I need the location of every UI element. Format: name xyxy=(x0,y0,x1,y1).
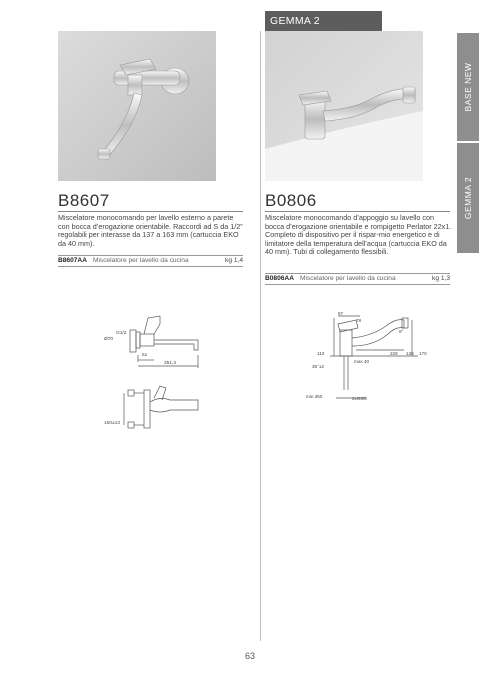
article-rule-bottom xyxy=(265,284,450,285)
article-row xyxy=(265,275,450,282)
side-tab-label: GEMMA 2 xyxy=(463,176,473,220)
dim-138: 138 xyxy=(406,351,414,356)
article-weight: kg 1,3 xyxy=(432,275,450,282)
title-rule xyxy=(58,211,243,212)
article-row xyxy=(58,257,243,264)
product-description: Miscelatore monocomando d’appoggio su lavello con bocca d’erogazione orientabile e rompigetto Perlator 22x1. Completo di dispositivo per il rispar-mio energetico e di limitatore della temperatura dell’acqua (cartuccia EKO da 40 mm). Tubi di collegamento flessibili. xyxy=(265,213,452,257)
dim-max40: max 40 xyxy=(354,359,370,364)
article-description: Miscelatore per lavello da cucina xyxy=(92,257,189,264)
product-description: Miscelatore monocomando per lavello esterno a parete con bocca d’erogazione orientabile. Raccordi ad S da 1/2” regolabili per interasse da 137 a 163 mm (cartuccia EKO da 40 mm). xyxy=(58,213,243,248)
side-tab-base-new[interactable] xyxy=(457,33,479,141)
faucet-image xyxy=(265,31,423,181)
product-code-b8607: B8607 xyxy=(58,191,110,210)
page-number: 63 xyxy=(244,651,255,661)
dim-8deg: 8° xyxy=(399,329,404,334)
article-rule-top xyxy=(265,273,450,274)
dim-g38: 2xG3/8 xyxy=(352,396,367,401)
technical-drawing-b0806 xyxy=(300,308,440,408)
side-tab-label: BASE NEW xyxy=(463,62,473,112)
dim-78: 78 xyxy=(356,318,362,323)
dim-251: 251,3 xyxy=(164,361,177,366)
article-rule-bottom xyxy=(58,266,243,267)
dim-g12: G1/2 xyxy=(116,331,127,336)
dim-d70: Ø70 xyxy=(104,337,114,342)
article-code: B8607AA xyxy=(58,257,87,264)
dim-150: 150±13 xyxy=(104,421,120,426)
side-tab-gemma-2[interactable] xyxy=(457,143,479,253)
faucet-image xyxy=(58,31,216,181)
product-photo-b8607 xyxy=(58,31,216,181)
column-divider xyxy=(260,31,261,641)
article-description: Miscelatore per lavello da cucina xyxy=(299,275,396,282)
article-weight: kg 1,4 xyxy=(225,257,243,264)
article-rule-top xyxy=(58,255,243,256)
dim-87: 87 xyxy=(338,311,344,316)
dim-113: 113 xyxy=(317,351,325,356)
dim-51: 51 xyxy=(142,353,148,358)
product-photo-b0806 xyxy=(265,31,423,181)
article-code: B0806AA xyxy=(265,275,294,282)
dim-170: 170 xyxy=(419,351,427,356)
dim-35: 35°±2 xyxy=(312,364,325,369)
product-code-b0806: B0806 xyxy=(265,191,317,210)
series-tab: GEMMA 2 xyxy=(265,11,382,31)
dim-226: 226 xyxy=(390,351,398,356)
technical-drawing-b8607 xyxy=(100,310,220,440)
title-rule xyxy=(265,211,450,212)
dim-min350: min 350 xyxy=(306,394,323,399)
